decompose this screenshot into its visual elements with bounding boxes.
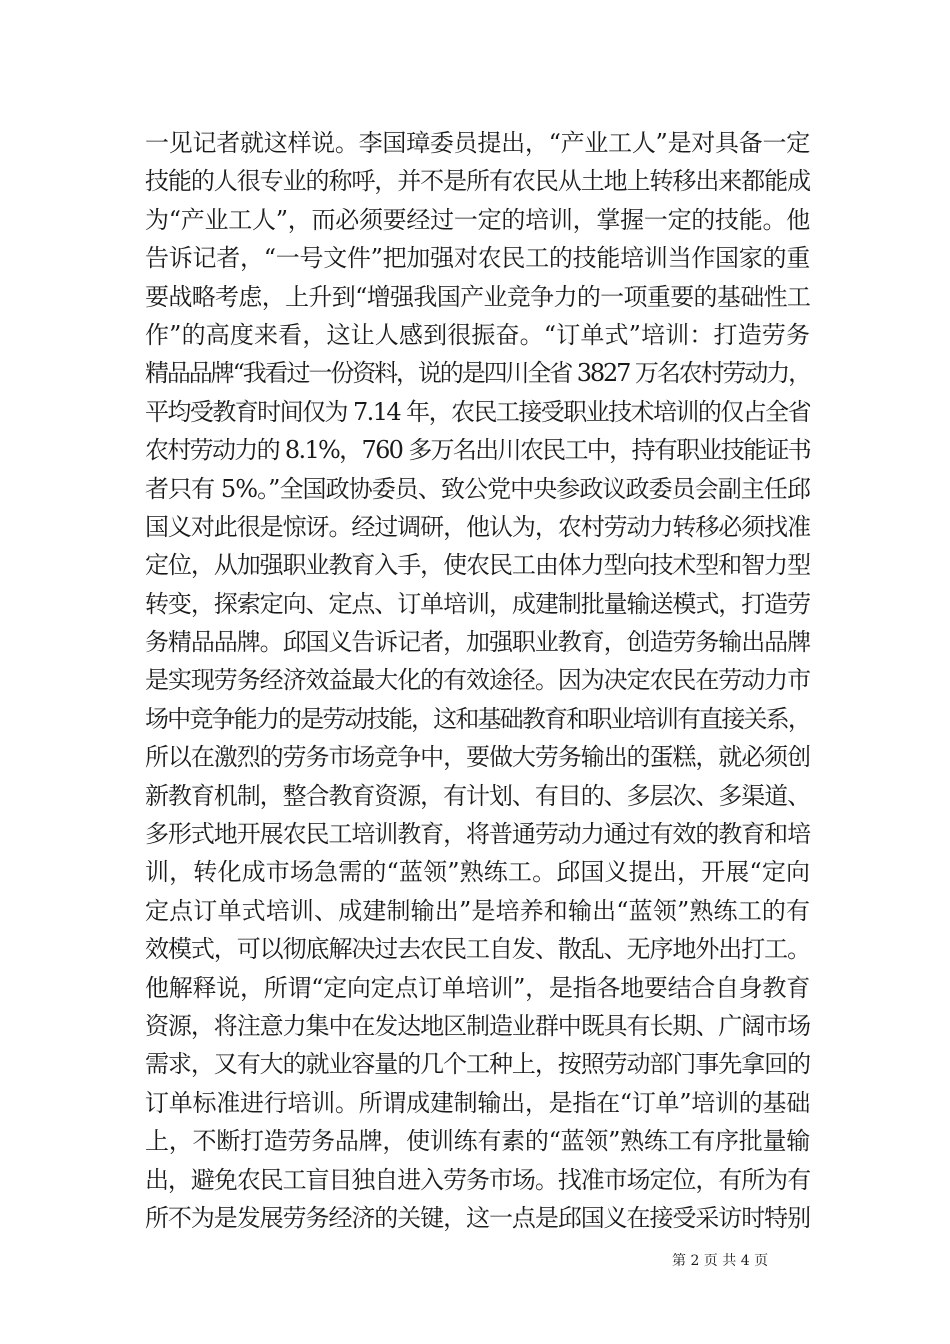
text-line: 出，避免农民工盲目独自进入劳务市场。找准市场定位，有所为有 bbox=[145, 1165, 810, 1194]
text-line: 需求，又有大的就业容量的几个工种上，按照劳动部门事先拿回的 bbox=[145, 1050, 810, 1079]
text-line: 训，转化成市场急需的“蓝领”熟练工。邱国义提出，开展“定向 bbox=[145, 858, 810, 887]
text-line: 新教育机制，整合教育资源，有计划、有目的、多层次、多渠道、 bbox=[145, 781, 810, 810]
text-line: 定点订单式培训、成建制输出”是培养和输出“蓝领”熟练工的有 bbox=[145, 896, 810, 925]
text-line: 订单标准进行培训。所谓成建制输出，是指在“订单”培训的基础 bbox=[145, 1088, 810, 1117]
text-line: 为“产业工人”，而必须要经过一定的培训，掌握一定的技能。他 bbox=[145, 205, 810, 234]
text-line: 作”的高度来看，这让人感到很振奋。“订单式”培训：打造劳务 bbox=[145, 320, 810, 349]
page-number: 第 2 页 共 4 页 bbox=[672, 1253, 769, 1269]
text-line: 告诉记者，“一号文件”把加强对农民工的技能培训当作国家的重 bbox=[145, 244, 810, 273]
text-line: 技能的人很专业的称呼，并不是所有农民从土地上转移出来都能成 bbox=[145, 167, 810, 196]
text-line: 一见记者就这样说。李国璋委员提出，“产业工人”是对具备一定 bbox=[145, 129, 810, 157]
text-line: 国义对此很是惊讶。经过调研，他认为，农村劳动力转移必须找准 bbox=[145, 512, 810, 541]
text-line: 精品品牌“我看过一份资料，说的是四川全省 3827 万名农村劳动力， bbox=[145, 359, 810, 388]
text-line: 要战略考虑，上升到“增强我国产业竞争力的一项重要的基础性工 bbox=[145, 282, 811, 311]
text-line: 所以在激烈的劳务市场竞争中，要做大劳务输出的蛋糕，就必须创 bbox=[145, 743, 810, 772]
text-line: 者只有 5%。”全国政协委员、致公党中央参政议政委员会副主任邱 bbox=[145, 474, 810, 503]
text-line: 效模式，可以彻底解决过去农民工自发、散乱、无序地外出打工。 bbox=[145, 935, 810, 964]
text-line: 多形式地开展农民工培训教育，将普通劳动力通过有效的教育和培 bbox=[145, 820, 810, 849]
body-text bbox=[145, 124, 810, 1237]
text-line: 上，不断打造劳务品牌，使训练有素的“蓝领”熟练工有序批量输 bbox=[145, 1127, 810, 1156]
text-line: 资源，将注意力集中在发达地区制造业群中既具有长期、广阔市场 bbox=[145, 1011, 810, 1040]
text-line: 转变，探索定向、定点、订单培训，成建制批量输送模式，打造劳 bbox=[145, 589, 810, 618]
text-line: 所不为是发展劳务经济的关键，这一点是邱国义在接受采访时特别 bbox=[145, 1203, 810, 1232]
text-line: 场中竞争能力的是劳动技能，这和基础教育和职业培训有直接关系， bbox=[145, 704, 810, 733]
text-line: 是实现劳务经济效益最大化的有效途径。因为决定农民在劳动力市 bbox=[145, 666, 810, 695]
text-line: 他解释说，所谓“定向定点订单培训”，是指各地要结合自身教育 bbox=[145, 973, 810, 1002]
text-line: 务精品品牌。邱国义告诉记者，加强职业教育，创造劳务输出品牌 bbox=[145, 628, 810, 657]
text-line: 农村劳动力的 8.1%，760 多万名出川农民工中，持有职业技能证书 bbox=[145, 436, 811, 465]
text-line: 平均受教育时间仅为 7.14 年，农民工接受职业技术培训的仅占全省 bbox=[145, 397, 810, 426]
text-line: 定位，从加强职业教育入手，使农民工由体力型向技术型和智力型 bbox=[145, 551, 810, 580]
